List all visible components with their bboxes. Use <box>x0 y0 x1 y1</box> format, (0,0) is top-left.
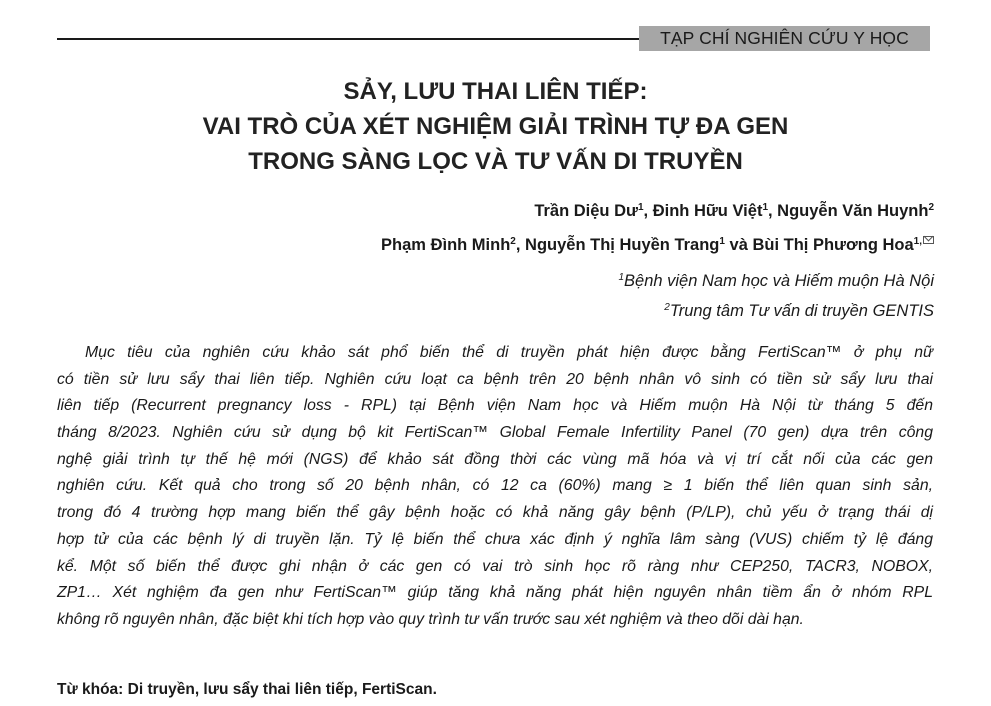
title-line-1: SẢY, LƯU THAI LIÊN TIẾP: <box>343 78 648 105</box>
affiliation-mark: 1 <box>618 272 625 283</box>
title-line-3: TRONG SÀNG LỌC VÀ TƯ VẤN DI TRUYỀN <box>248 148 743 175</box>
title-line-2: VAI TRÒ CỦA XÉT NGHIỆM GIẢI TRÌNH TỰ ĐA GEN <box>202 113 789 140</box>
abstract-line: trong đó 4 trường hợp mang biến thể gây bệnh hoặc có khả năng gây bệnh (P/LP), chủ yếu ở trạng thái dị <box>57 504 933 522</box>
author-name: Trần Diệu Dư <box>534 202 638 220</box>
abstract-line: nghệ giải trình tự thế hệ mới (NGS) để khảo sát đồng thời các vùng mã hóa và vị trí cắt nối của các gen <box>57 450 933 468</box>
author-affiliation-mark: 1 <box>719 236 725 247</box>
author-name: Nguyễn Thị Huyền Trang <box>525 236 720 254</box>
author-affiliation-mark: 1 <box>762 202 768 213</box>
envelope-icon <box>923 236 934 244</box>
abstract-line: tháng 8/2023. Nghiên cứu sử dụng bộ kit FertiScan™ Global Female Infertility Panel (70 gen) dựa trên công <box>57 424 933 442</box>
author-separator: , <box>515 236 526 254</box>
affiliation-text: Trung tâm Tư vấn di truyền GENTIS <box>669 302 934 320</box>
author-affiliation-mark: 1, <box>913 236 922 247</box>
author-line-1 <box>381 194 934 228</box>
author-line-2 <box>381 228 934 262</box>
author-name: Phạm Đình Minh <box>381 236 511 254</box>
author-name: Nguyễn Văn Huynh <box>777 202 929 220</box>
affiliation-text: Bệnh viện Nam học và Hiếm muộn Hà Nội <box>624 272 934 290</box>
author-affiliation-mark: 1 <box>637 202 644 213</box>
affiliation-mark: 2 <box>664 302 670 313</box>
article-title <box>0 74 991 179</box>
author-conjunction: và <box>724 236 753 254</box>
author-list <box>381 194 934 262</box>
author-separator: , <box>768 202 778 220</box>
abstract-line: không rõ nguyên nhân, đặc biệt khi tích hợp vào quy trình tư vấn trước sau xét nghiệm và theo dõi dài hạn. <box>57 610 804 628</box>
abstract-line: hợp tử của các bệnh lý di truyền lặn. Tỷ lệ biến thể chưa xác định ý nghĩa lâm sàng (VUS) chiếm tỷ lệ đáng <box>57 530 933 548</box>
abstract-line: ZP1… Xét nghiệm đa gen như FertiScan™ giúp tăng khả năng phát hiện nguyên nhân tiềm ẩn ở nhóm RPL <box>57 584 933 602</box>
author-name: Bùi Thị Phương Hoa <box>752 236 914 254</box>
abstract-line: nghiên cứu. Kết quả cho trong số 20 bệnh nhân, có 12 ca (60%) mang ≥ 1 biến thể liên quan sinh sản, <box>57 477 933 495</box>
author-name: Đinh Hữu Việt <box>652 202 763 220</box>
affiliation-1 <box>618 266 934 296</box>
abstract-line: có tiền sử lưu sẩy thai liên tiếp. Nghiên cứu loạt ca bệnh trên 20 bệnh nhân vô sinh có tiền sử sẩy lưu thai <box>57 370 933 388</box>
author-affiliation-mark: 2 <box>510 236 516 247</box>
abstract-line: kể. Một số biến thể được ghi nhận ở các gen có vai trò sinh học rõ ràng như CEP250, TACR3, NOBOX, <box>57 557 933 575</box>
affiliation-2 <box>618 296 934 326</box>
keywords: Từ khóa: Di truyền, lưu sẩy thai liên tiếp, FertiScan. <box>57 681 437 698</box>
affiliation-list <box>618 266 934 326</box>
abstract-line: Mục tiêu của nghiên cứu khảo sát phổ biến thể di truyền phát hiện được bằng FertiScan™ ở phụ nữ <box>85 344 933 361</box>
header-rule <box>57 38 639 40</box>
author-affiliation-mark: 2 <box>928 202 934 213</box>
author-separator: , <box>643 202 653 220</box>
journal-name: TẠP CHÍ NGHIÊN CỨU Y HỌC <box>639 26 930 51</box>
abstract-line: liên tiếp (Recurrent pregnancy loss - RPL) tại Bệnh viện Nam học và Hiếm muộn Hà Nội từ tháng 5 đến <box>57 397 933 415</box>
abstract <box>57 340 933 634</box>
